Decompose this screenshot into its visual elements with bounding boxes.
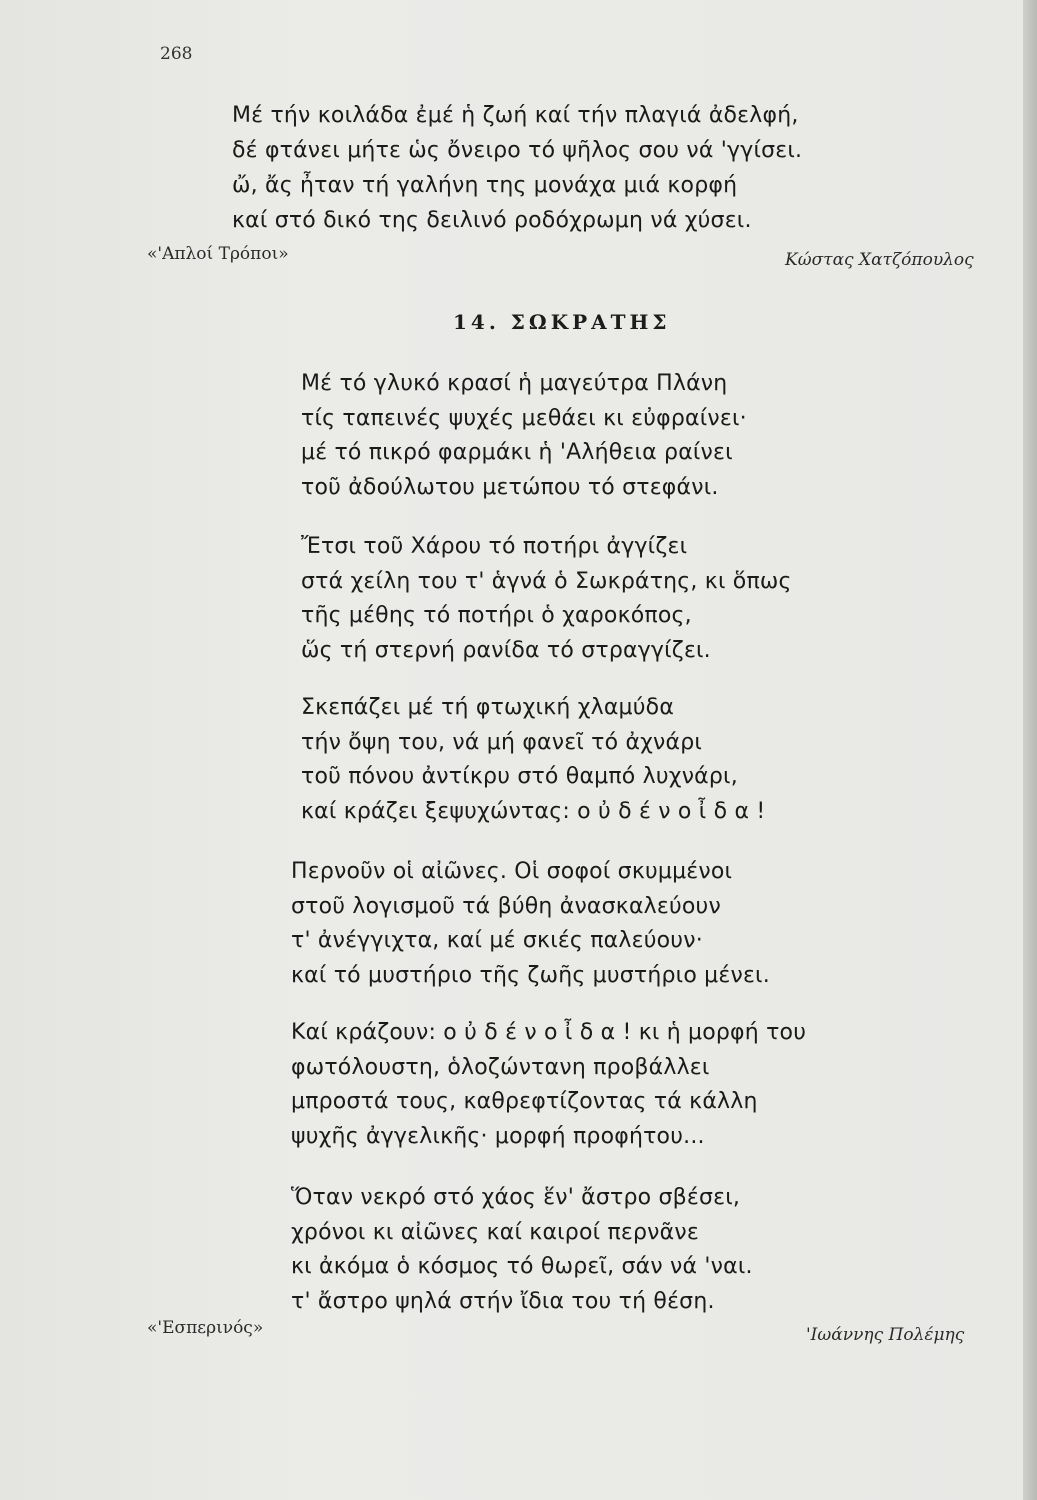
previous-poem-author: Κώστας Χατζόπουλος bbox=[785, 250, 974, 270]
verse-line: τ' ἄστρο ψηλά στήν ἴδια του τή θέση. bbox=[291, 1288, 715, 1314]
poem-title: 14. ΣΩΚΡΑΤΗΣ bbox=[453, 310, 671, 334]
verse-line: Σκεπάζει μέ τή φτωχική χλαμύδα bbox=[301, 695, 675, 720]
verse-line: τοῦ πόνου ἀντίκρυ στό θαμπό λυχνάρι, bbox=[301, 764, 738, 789]
verse-line: ὥς τή στερνή ρανίδα τό στραγγίζει. bbox=[301, 637, 711, 663]
stanza-5 bbox=[291, 1016, 806, 1154]
verse-line: κι ἀκόμα ὁ κόσμος τό θωρεῖ, σάν νά 'ναι. bbox=[291, 1254, 753, 1279]
verse-line: καί κράζει ξεψυχώντας: ο ὐ δ έ ν ο ἶ δ α ! bbox=[301, 798, 766, 824]
verse-line: ὤ, ἄς ἦταν τή γαλήνη της μονάχα μιά κορφή bbox=[232, 173, 738, 198]
verse-line: καί στό δικό της δειλινό ροδόχρωμη νά χύσει. bbox=[232, 208, 752, 233]
verse-line: Καί κράζουν: ο ὐ δ έ ν ο ἶ δ α ! κι ἡ μορφή του bbox=[291, 1020, 807, 1045]
stanza-4 bbox=[291, 855, 770, 993]
verse-line: τῆς μέθης τό ποτήρι ὁ χαροκόπος, bbox=[301, 603, 692, 628]
previous-poem-source: «'Απλοί Τρόποι» bbox=[147, 244, 289, 264]
verse-line: ψυχῆς ἀγγελικῆς· μορφή προφήτου... bbox=[291, 1123, 705, 1149]
verse-line: Ὅταν νεκρό στό χάος ἕν' ἄστρο σβέσει, bbox=[291, 1185, 741, 1210]
verse-line: καί τό μυστήριο τῆς ζωῆς μυστήριο μένει. bbox=[291, 962, 770, 988]
verse-line: μπροστά τους, καθρεφτίζοντας τά κάλλη bbox=[291, 1089, 758, 1114]
previous-poem-ending bbox=[232, 98, 802, 238]
stanza-1 bbox=[301, 367, 747, 505]
verse-line: στά χείλη του τ' ἁγνά ὁ Σωκράτης, κι ὅπως bbox=[301, 568, 792, 594]
stanza-3 bbox=[301, 691, 765, 829]
verse-line: Ἔτσι τοῦ Χάρου τό ποτήρι ἀγγίζει bbox=[301, 534, 688, 559]
verse-line: τίς ταπεινές ψυχές μεθάει κι εὐφραίνει· bbox=[301, 405, 747, 431]
poem-author: 'Ιωάννης Πολέμης bbox=[806, 1325, 965, 1345]
verse-line: μέ τό πικρό φαρμάκι ἡ 'Αλήθεια ραίνει bbox=[301, 440, 733, 465]
verse-line: Μέ τήν κοιλάδα ἐμέ ἡ ζωή καί τήν πλαγιά ἀδελφή, bbox=[232, 103, 799, 128]
verse-line: χρόνοι κι αἰῶνες καί καιροί περνᾶνε bbox=[291, 1219, 699, 1245]
verse-line: τήν ὄψη του, νά μή φανεῖ τό ἀχνάρι bbox=[301, 729, 703, 755]
page-edge bbox=[1023, 0, 1037, 1500]
verse-line: τ' ἀνέγγιχτα, καί μέ σκιές παλεύουν· bbox=[291, 928, 703, 953]
stanza-6 bbox=[291, 1181, 753, 1319]
stanza-2 bbox=[301, 530, 792, 668]
verse-line: δέ φτάνει μήτε ὡς ὄνειρο τό ψῆλος σου νά 'γγίσει. bbox=[232, 138, 803, 163]
verse-line: φωτόλουστη, ὁλοζώντανη προβάλλει bbox=[291, 1054, 710, 1080]
page-number: 268 bbox=[160, 44, 193, 64]
verse-line: Μέ τό γλυκό κρασί ἡ μαγεύτρα Πλάνη bbox=[301, 371, 728, 396]
verse-line: στοῦ λογισμοῦ τά βύθη ἀνασκαλεύουν bbox=[291, 893, 721, 919]
poem-source: «'Εσπερινός» bbox=[147, 1318, 264, 1338]
verse-line: τοῦ ἀδούλωτου μετώπου τό στεφάνι. bbox=[301, 474, 719, 500]
verse-line: Περνοῦν οἱ αἰῶνες. Οἱ σοφοί σκυμμένοι bbox=[291, 859, 733, 884]
